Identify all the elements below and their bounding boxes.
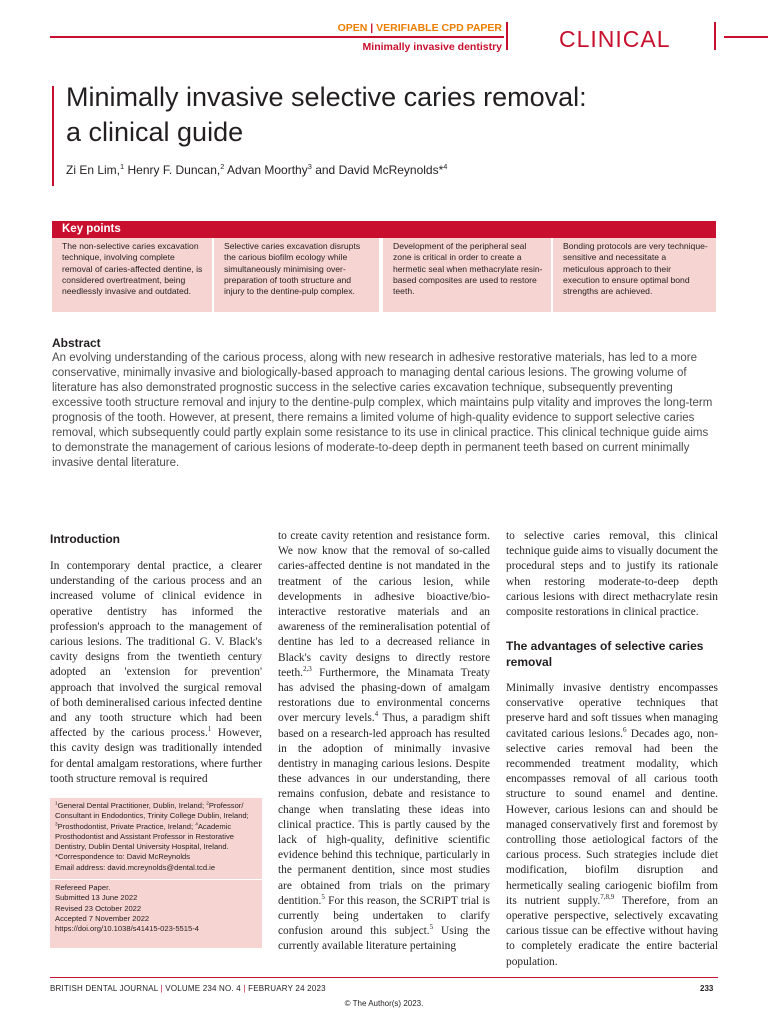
affiliations-divider [50, 879, 262, 880]
abstract-text: An evolving understanding of the carious process, along with new research in adhesive restorative materials, has led to a more conservative, minimally invasive and biologically-based approach to managing dental carious lesions. The growing volume of literature has also demonstrated prognostic success in the selective caries excavation technique, subsequently preventing excessive tooth structure removal and injury to the dentine-pulp complex, which maintains pulp vitality and improves the long-term prognosis of the tooth. However, at present, there remains a limited volume of high-quality evidence to support selective caries removal, which subsequently could partly explain some resistance to its use in clinical practice. This clinical technique guide aims to demonstrate the management of carious lesions of moderate-to-deep depth in permanent teeth based on current minimally invasive dental literature. [52, 352, 713, 469]
title-accent-bar [52, 86, 54, 186]
body-text: In contemporary dental practice, a clearer understanding of the carious process and an increased volume of clinical evidence in operative dentistry has informed the profession's approach to the management of carious lesions. The traditional G. V. Black's cavity designs from the twentieth century adopted an 'extension for prevention' approach that involved the surgical removal of both demineralised carious infected dentine and any tooth structure which had been affected by the carious process. [50, 560, 262, 740]
journal-volume: VOLUME 234 NO. 4 [165, 984, 241, 993]
affiliation: General Dental Practitioner, Dublin, Ireland; [57, 801, 207, 810]
introduction-paragraph [50, 559, 262, 787]
article-title [66, 80, 666, 150]
submitted-date: Submitted 13 June 2022 [55, 893, 138, 903]
author-name: Henry F. Duncan, [124, 163, 221, 177]
revised-date: Revised 23 October 2022 [55, 903, 142, 913]
title-line-2: a clinical guide [66, 117, 244, 147]
paper-history [55, 883, 260, 934]
body-text: Furthermore, the Minamata Treaty has advised the phasing-down of amalgam restorations due to environmental concerns over mercury levels. [278, 666, 490, 725]
section-label: CLINICAL [559, 26, 671, 52]
advantages-heading: The advantages of selective caries removal [506, 639, 704, 669]
journal-date: FEBRUARY 24 2023 [248, 984, 326, 993]
footer-journal-info [50, 984, 326, 993]
key-point-3: Development of the peripheral seal zone is critical in order to create a hermetic seal when methacrylate resin-based composites are used to restore teeth. [383, 238, 551, 312]
body-text: However, this cavity design was traditionally intended for dental amalgam restorations, where further tooth structure removal is required [50, 727, 262, 785]
affiliation-mark: 2 [206, 800, 209, 806]
header-right-divider [714, 22, 716, 50]
citation-mark: 4 [374, 710, 379, 719]
header-separator: | [370, 22, 374, 34]
author-name: Zi En Lim, [66, 163, 121, 177]
footer-separator: | [243, 984, 246, 993]
author-list [66, 163, 447, 177]
open-access-label [338, 22, 502, 34]
affiliation: Professor/ Consultant in Endodontics, Trinity College Dublin, Ireland; [55, 801, 249, 821]
column-3-paragraph: to selective caries removal, this clinical technique guide aims to visually document the procedural steps and to justify its rationale when restoring moderate-to-deep depth carious lesions with direct methacrylate resin composite restorations in clinical practice. [506, 530, 718, 619]
affiliations-text [55, 801, 260, 873]
key-point-4: Bonding protocols are very technique-sensitive and necessitate a meticulous approach to their execution to ensure optimal bond strengths are achieved. [553, 238, 716, 312]
footer-rule [50, 977, 718, 978]
cpd-label: VERIFIABLE CPD PAPER [376, 22, 502, 34]
open-label: OPEN [337, 22, 368, 34]
body-text: Minimally invasive dentistry encompasses conservative operative techniques that preserve hard and soft tissues when managing cavitated carious lesions. [506, 682, 718, 740]
body-text: Thus, a paradigm shift based on a research-led approach has resulted in the adoption of minimally invasive dentistry in managing carious lesions. Despite these advances in our understanding, there remains confusion, debate and resistance to change when translating these ideas into clinical practice. This is partly caused by the lack of high-quality, definitive scientific evidence behind this technique, particularly in the permanent dentition, since most studies are obtained from trials on the primary dentition. [278, 712, 490, 907]
header-divider [506, 22, 508, 50]
body-text: to create cavity retention and resistance form. We now know that the removal of so-called caries-affected dentine is not mandated in the treatment of the carious lesion, while developments in adhesive bioactive/bio-interactive restorative materials and an awareness of the remineralisation potential of dentine has led to a decreased reliance in Black's cavity designs to directly restore teeth. [278, 530, 490, 679]
author-affiliation-mark: 3 [307, 162, 312, 171]
footer-separator: | [160, 984, 163, 993]
journal-name: BRITISH DENTAL JOURNAL [50, 984, 159, 993]
header-subtitle: Minimally invasive dentistry [362, 41, 502, 53]
column-2-paragraph [278, 529, 490, 955]
affiliation-mark: 3 [55, 821, 58, 827]
affiliation-mark: 1 [55, 800, 58, 806]
citation-mark: 5 [321, 893, 325, 902]
page-number: 233 [700, 984, 714, 993]
author-name: and David McReynolds* [311, 163, 444, 177]
affiliation: Prosthodontist, Private Practice, Ireland; [57, 821, 196, 831]
citation-mark: 1 [207, 725, 212, 734]
body-text: For this reason, the SCRiPT trial is currently being undertaken to clarify confusion around this subject. [278, 894, 490, 938]
introduction-heading: Introduction [50, 532, 120, 546]
key-point-2: Selective caries excavation disrupts the carious biofilm ecology while simultaneously minimising over-preparation of tooth structure and injury to the dentine-pulp complex. [214, 238, 379, 312]
citation-mark: 2,3 [302, 665, 312, 674]
author-affiliation-mark: 2 [220, 162, 225, 171]
body-text: Therefore, from an operative perspective, selectively excavating carious tissue can be effective without having to completely eradicate the entire bacterial population. [506, 894, 718, 968]
doi-link[interactable]: https://doi.org/10.1038/s41415-023-5515-4 [55, 924, 199, 934]
body-text: Using the currently available literature pertaining [278, 925, 491, 953]
refereed-label: Refereed Paper. [55, 883, 111, 892]
author-name: Advan Moorthy [224, 163, 308, 177]
header-rule [50, 36, 504, 38]
affiliation-mark: 4 [195, 821, 198, 827]
title-line-1: Minimally invasive selective caries removal: [66, 82, 587, 112]
affiliation: Academic Prosthodontist and Assistant Professor in Restorative Dentistry, Dublin Dental University Hospital, Ireland. [55, 821, 234, 852]
author-affiliation-mark: 4 [443, 162, 448, 171]
key-points-heading: Key points [52, 221, 716, 238]
advantages-paragraph [506, 681, 718, 970]
key-point-1: The non-selective caries excavation technique, involving complete removal of caries-affected dentine, is considered overtreatment, being needlessly invasive and outdated. [52, 238, 212, 312]
accepted-date: Accepted 7 November 2022 [55, 913, 150, 923]
body-text: Decades ago, non-selective caries removal had been the recommended treatment modality, which encompasses removal of all carious tooth structure to sound enamel and dentine. However, carious lesions can and should be managed conservatively first and foremost by controlling those aetiological factors of the carious process. Such strategies include diet modification, biofilm disruption and hermetically sealing cariogenic biofilm from its nutrient supply. [506, 727, 718, 907]
citation-mark: 6 [622, 725, 627, 734]
email-address[interactable]: Email address: david.mcreynolds@dental.tcd.ie [55, 862, 216, 872]
abstract-heading: Abstract [52, 336, 101, 350]
author-affiliation-mark: 1 [120, 162, 125, 171]
header-right-rule [724, 36, 768, 38]
correspondence: *Correspondence to: David McReynolds [55, 852, 191, 862]
citation-mark: 5 [429, 923, 434, 932]
copyright-notice: © The Author(s) 2023. [344, 999, 424, 1008]
citation-mark: 7,8,9 [600, 893, 615, 902]
